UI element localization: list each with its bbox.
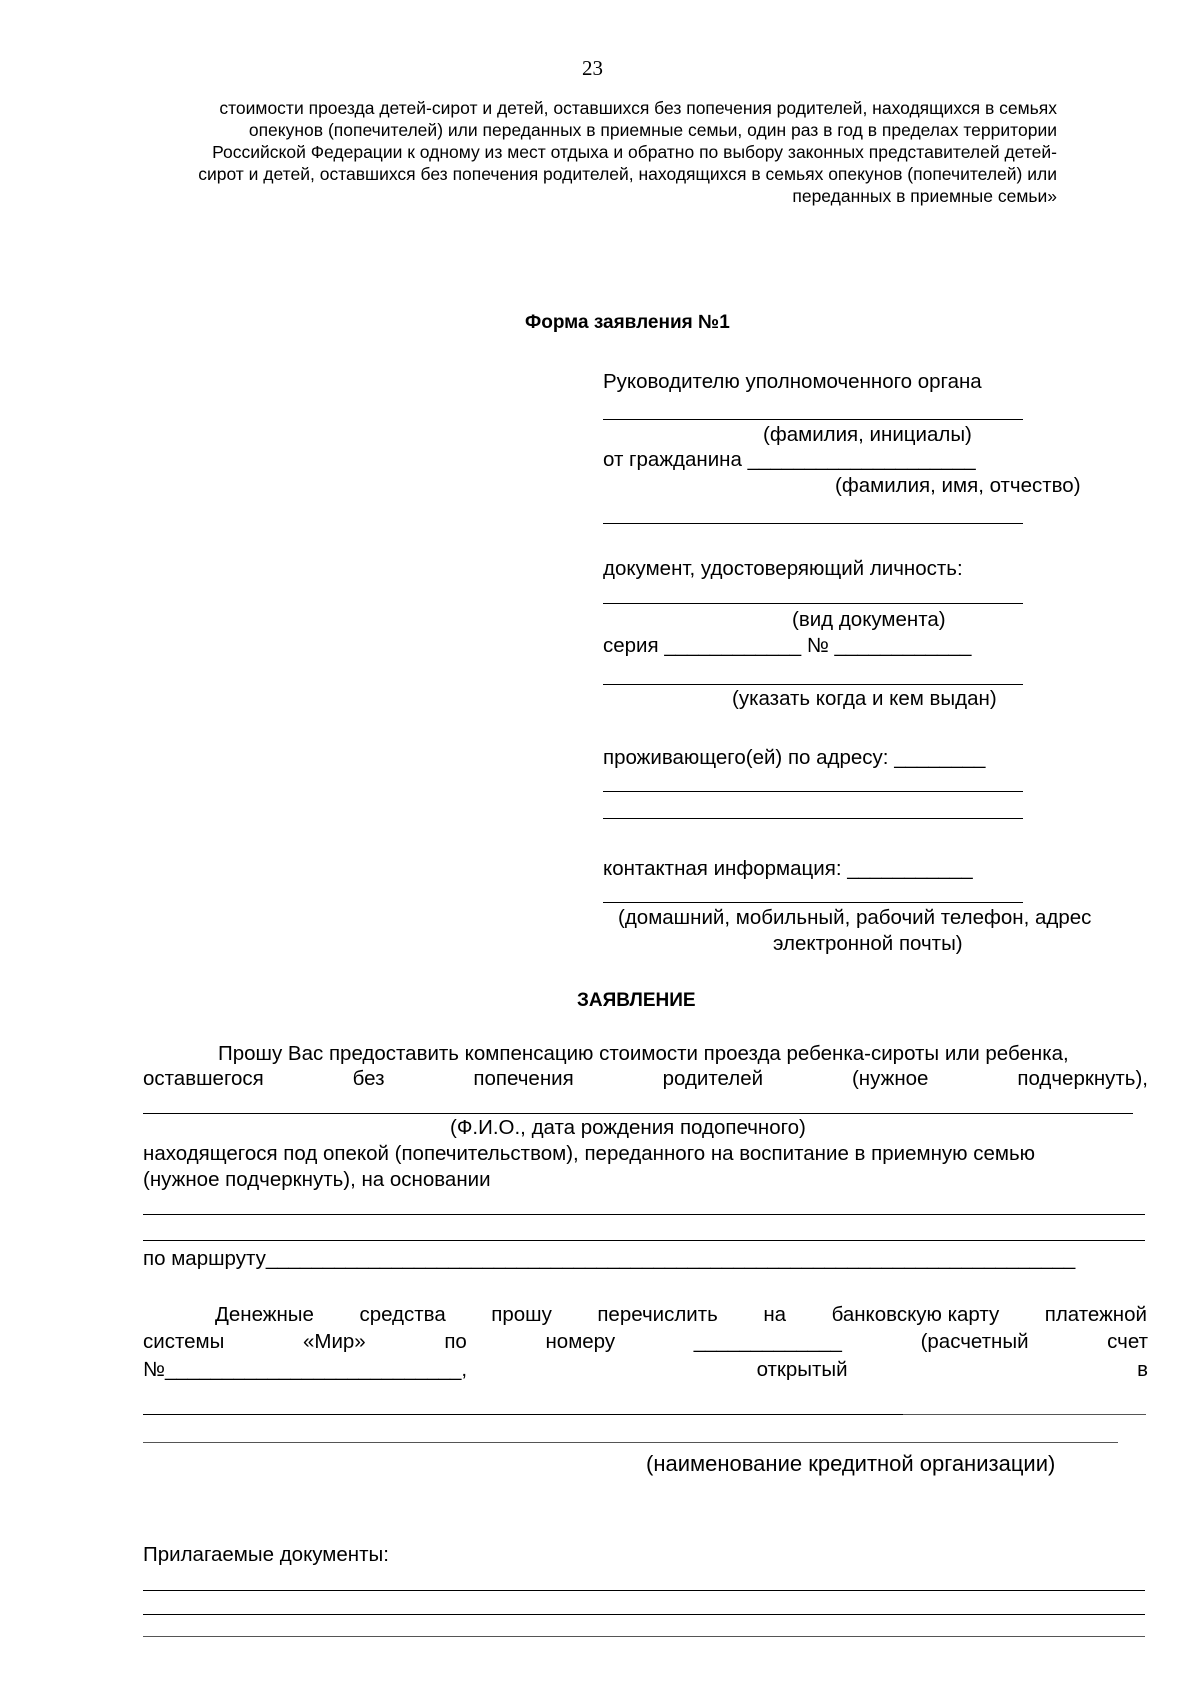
word: средства	[359, 1303, 446, 1326]
statement-title: ЗАЯВЛЕНИЕ	[577, 990, 696, 1011]
body-line: (нужное подчеркнуть), на основании	[143, 1168, 491, 1191]
blank-line[interactable]	[603, 791, 1023, 792]
blank-line[interactable]	[603, 603, 1023, 604]
word: попечения	[473, 1067, 574, 1090]
addressee-to: Руководителю уполномоченного органа	[603, 370, 982, 393]
blank-line[interactable]	[903, 1414, 1146, 1415]
word: номеру	[545, 1330, 616, 1353]
blank-line[interactable]	[603, 523, 1023, 524]
number-sign: №	[806, 634, 829, 657]
blank-line[interactable]	[143, 1442, 1118, 1443]
header-paragraph	[198, 97, 1057, 207]
word: открытый	[756, 1358, 848, 1381]
account-number-blank[interactable]: №__________________________,	[143, 1358, 468, 1381]
blank-line[interactable]	[143, 1590, 1145, 1591]
hint-fio: (фамилия, имя, отчество)	[835, 474, 1081, 497]
word: родителей	[662, 1067, 764, 1090]
word: платежной	[1044, 1303, 1147, 1326]
blank-line[interactable]	[143, 1636, 1145, 1637]
hint-contact: электронной почты)	[773, 932, 963, 955]
form-title: Форма заявления №1	[525, 312, 730, 333]
from-label: от гражданина	[603, 448, 742, 471]
contact-line	[603, 856, 973, 881]
blank-line[interactable]	[603, 419, 1023, 420]
word: счет	[1107, 1330, 1148, 1353]
header-line: переданных в приемные семьи»	[792, 186, 1057, 206]
number-blank[interactable]: ____________	[834, 634, 972, 657]
id-doc-label: документ, удостоверяющий личность:	[603, 557, 963, 580]
route-label: по маршруту	[143, 1247, 266, 1270]
blank-line[interactable]	[143, 1614, 1145, 1615]
page-number: 23	[582, 56, 603, 80]
address-line	[603, 745, 985, 770]
hint-bank: (наименование кредитной организации)	[646, 1451, 1056, 1476]
word: в	[1137, 1358, 1148, 1381]
hint-surname: (фамилия, инициалы)	[763, 423, 972, 446]
body-line-justified	[215, 1302, 1147, 1327]
hint-contact: (домашний, мобильный, рабочий телефон, адрес	[618, 906, 1092, 929]
word: на	[763, 1303, 787, 1326]
header-line: Российской Федерации к одному из мест отдыха и обратно по выбору законных представителей детей-	[212, 142, 1057, 162]
series-label: серия	[603, 634, 659, 657]
series-number-line	[603, 633, 971, 658]
header-line: сирот и детей, оставшихся без попечения родителей, находящихся в семьях опекунов (попечителей) или	[198, 164, 1057, 184]
body-line-justified	[143, 1357, 1148, 1382]
route-line	[143, 1246, 1075, 1271]
hint-issued: (указать когда и кем выдан)	[732, 687, 997, 710]
blank-line[interactable]	[143, 1414, 903, 1415]
blank-line[interactable]	[143, 1214, 1145, 1215]
from-blank[interactable]: ____________________	[747, 448, 976, 471]
word: банковскую карту	[831, 1303, 1000, 1326]
word: подчеркнуть),	[1017, 1067, 1148, 1090]
route-blank[interactable]: _______________________________________________________________________	[265, 1247, 1076, 1270]
body-line: Прошу Вас предоставить компенсацию стоимости проезда ребенка-сироты или ребенка,	[218, 1042, 1069, 1065]
word: «Мир»	[302, 1330, 366, 1353]
word: прошу	[491, 1303, 552, 1326]
blank-line[interactable]	[143, 1240, 1145, 1241]
address-blank[interactable]: ________	[894, 746, 986, 769]
word: (нужное	[851, 1067, 929, 1090]
hint-child: (Ф.И.О., дата рождения подопечного)	[450, 1116, 806, 1139]
body-line-justified	[143, 1066, 1148, 1091]
word: по	[444, 1330, 467, 1353]
contact-label: контактная информация:	[603, 857, 842, 880]
word: системы	[143, 1330, 225, 1353]
header-line: опекунов (попечителей) или переданных в приемные семьи, один раз в год в пределах территории	[248, 120, 1057, 140]
blank-line[interactable]	[603, 684, 1023, 685]
blank-line[interactable]	[603, 902, 1023, 903]
body-line-justified	[143, 1329, 1148, 1354]
header-line: стоимости проезда детей-сирот и детей, оставшихся без попечения родителей, находящихся в семьях	[219, 98, 1057, 118]
attachments-label: Прилагаемые документы:	[143, 1543, 389, 1566]
contact-blank[interactable]: ___________	[847, 857, 973, 880]
word: Денежные	[215, 1303, 314, 1326]
word: оставшегося	[143, 1067, 264, 1090]
hint-doc-type: (вид документа)	[792, 608, 946, 631]
from-citizen-line	[603, 447, 976, 472]
series-blank[interactable]: ____________	[664, 634, 802, 657]
blank-line[interactable]	[603, 818, 1023, 819]
blank-line[interactable]	[143, 1113, 1133, 1114]
word: перечислить	[597, 1303, 718, 1326]
card-number-blank[interactable]: _____________	[693, 1330, 842, 1353]
address-label: проживающего(ей) по адресу:	[603, 746, 889, 769]
word: без	[352, 1067, 385, 1090]
body-line: находящегося под опекой (попечительством), переданного на воспитание в приемную семью	[143, 1142, 1036, 1165]
word: (расчетный	[920, 1330, 1029, 1353]
